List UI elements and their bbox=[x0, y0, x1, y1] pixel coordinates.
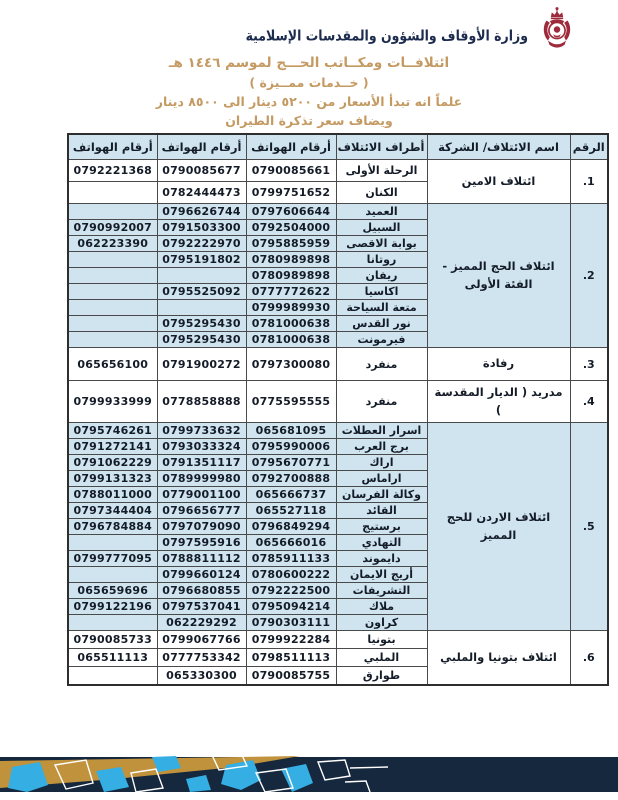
document-title-block bbox=[0, 54, 618, 130]
party-name-cell: الكنان bbox=[336, 182, 427, 204]
phone-number-cell: 0780989898 bbox=[246, 268, 336, 284]
phone-number-cell: 0795295430 bbox=[157, 316, 246, 332]
coalition-name-cell: ائتلاف الاردن للحج المميز bbox=[427, 423, 570, 631]
row-number-cell: 6. bbox=[570, 631, 608, 686]
phone-number-cell bbox=[68, 268, 157, 284]
phone-number-cell bbox=[68, 567, 157, 583]
coalition-name-cell: ائتلاف الامين bbox=[427, 160, 570, 204]
title-ticket-line: ويضاف سعر تذكرة الطيران bbox=[225, 113, 393, 128]
column-header-5: أرقام الهواتف bbox=[68, 134, 157, 160]
phone-number-cell bbox=[68, 316, 157, 332]
phone-number-cell: 0796784884 bbox=[68, 519, 157, 535]
phone-number-cell: 0799989930 bbox=[246, 300, 336, 316]
coalition-name-cell: رفادة bbox=[427, 348, 570, 381]
phone-number-cell: 0799122196 bbox=[68, 599, 157, 615]
phone-number-cell: 0799777095 bbox=[68, 551, 157, 567]
title-prices-line: علماً انه تبدأ الأسعار من ٥٢٠٠ دينار الى ٨٥٠٠ دينار bbox=[155, 94, 463, 109]
row-number-cell: 2. bbox=[570, 204, 608, 348]
phone-number-cell: 0790303111 bbox=[246, 615, 336, 631]
phone-number-cell: 065330300 bbox=[157, 667, 246, 686]
party-name-cell: متعة السياحة bbox=[336, 300, 427, 316]
phone-number-cell: 0790085733 bbox=[68, 631, 157, 649]
phone-number-cell bbox=[68, 204, 157, 220]
phone-number-cell: 0796626744 bbox=[157, 204, 246, 220]
phone-number-cell: 0799067766 bbox=[157, 631, 246, 649]
table-container bbox=[67, 133, 607, 686]
phone-number-cell: 0796849294 bbox=[246, 519, 336, 535]
phone-number-cell bbox=[68, 615, 157, 631]
phone-number-cell: 0797300080 bbox=[246, 348, 336, 381]
row-number-cell: 5. bbox=[570, 423, 608, 631]
phone-number-cell bbox=[68, 252, 157, 268]
phone-number-cell: 0799131323 bbox=[68, 471, 157, 487]
table-row bbox=[68, 631, 608, 649]
party-name-cell: بوابة الاقصى bbox=[336, 236, 427, 252]
footer-mosaic-band bbox=[0, 752, 618, 792]
party-name-cell: اكاسيا bbox=[336, 284, 427, 300]
phone-number-cell: 065666737 bbox=[246, 487, 336, 503]
party-name-cell: طوارق bbox=[336, 667, 427, 686]
phone-number-cell: 0788811112 bbox=[157, 551, 246, 567]
phone-number-cell: 0778858888 bbox=[157, 381, 246, 423]
phone-number-cell: 065527118 bbox=[246, 503, 336, 519]
phone-number-cell: 0798511113 bbox=[246, 649, 336, 667]
row-number-cell: 4. bbox=[570, 381, 608, 423]
phone-number-cell: 0797606644 bbox=[246, 204, 336, 220]
column-header-2: أطراف الائتلاف bbox=[336, 134, 427, 160]
phone-number-cell: 0782444473 bbox=[157, 182, 246, 204]
party-name-cell: أريج الايمان bbox=[336, 567, 427, 583]
party-name-cell: القائد bbox=[336, 503, 427, 519]
phone-number-cell: 0790085755 bbox=[246, 667, 336, 686]
phone-number-cell: 0792700888 bbox=[246, 471, 336, 487]
party-name-cell: نور القدس bbox=[336, 316, 427, 332]
party-name-cell: روتانا bbox=[336, 252, 427, 268]
phone-number-cell: 0777772622 bbox=[246, 284, 336, 300]
phone-number-cell bbox=[68, 300, 157, 316]
party-name-cell: دايموند bbox=[336, 551, 427, 567]
phone-number-cell: 0795295430 bbox=[157, 332, 246, 348]
phone-number-cell: 062223390 bbox=[68, 236, 157, 252]
party-name-cell: التشريفات bbox=[336, 583, 427, 599]
phone-number-cell: 0793033324 bbox=[157, 439, 246, 455]
column-header-0: الرقم bbox=[570, 134, 608, 160]
phone-number-cell: 0795885959 bbox=[246, 236, 336, 252]
column-header-4: أرقام الهواتف bbox=[157, 134, 246, 160]
phone-number-cell bbox=[68, 667, 157, 686]
phone-number-cell: 0795746261 bbox=[68, 423, 157, 439]
phone-number-cell: 0791503300 bbox=[157, 220, 246, 236]
phone-number-cell bbox=[68, 332, 157, 348]
phone-number-cell: 0795094214 bbox=[246, 599, 336, 615]
party-name-cell: برستيج bbox=[336, 519, 427, 535]
table-row bbox=[68, 423, 608, 439]
phone-number-cell: 062229292 bbox=[157, 615, 246, 631]
title-services-line: ( خــدمات ممــيزة ) bbox=[249, 75, 369, 90]
phone-number-cell: 0795670771 bbox=[246, 455, 336, 471]
party-name-cell: الرحلة الأولى bbox=[336, 160, 427, 182]
party-name-cell: منفرد bbox=[336, 348, 427, 381]
phone-number-cell: 0796656777 bbox=[157, 503, 246, 519]
phone-number-cell bbox=[68, 535, 157, 551]
phone-number-cell: 0777753342 bbox=[157, 649, 246, 667]
hajj-coalitions-table bbox=[67, 133, 609, 686]
phone-number-cell: 0791900272 bbox=[157, 348, 246, 381]
ministry-crest-icon bbox=[538, 6, 576, 54]
party-name-cell: كراون bbox=[336, 615, 427, 631]
coalition-name-cell: ائتلاف بتونيا والملبي bbox=[427, 631, 570, 686]
column-header-3: أرقام الهواتف bbox=[246, 134, 336, 160]
phone-number-cell: 0781000638 bbox=[246, 332, 336, 348]
column-header-1: اسم الائتلاف/ الشركة bbox=[427, 134, 570, 160]
phone-number-cell: 065511113 bbox=[68, 649, 157, 667]
phone-number-cell: 0795525092 bbox=[157, 284, 246, 300]
phone-number-cell: 0797079090 bbox=[157, 519, 246, 535]
phone-number-cell bbox=[68, 182, 157, 204]
phone-number-cell: 0780600222 bbox=[246, 567, 336, 583]
phone-number-cell: 0780989898 bbox=[246, 252, 336, 268]
phone-number-cell bbox=[157, 300, 246, 316]
phone-number-cell: 0791351117 bbox=[157, 455, 246, 471]
phone-number-cell: 0792504000 bbox=[246, 220, 336, 236]
phone-number-cell: 065666016 bbox=[246, 535, 336, 551]
party-name-cell: التهادي bbox=[336, 535, 427, 551]
phone-number-cell bbox=[68, 284, 157, 300]
phone-number-cell: 0791272141 bbox=[68, 439, 157, 455]
phone-number-cell bbox=[157, 268, 246, 284]
party-name-cell: العميد bbox=[336, 204, 427, 220]
party-name-cell: الملبي bbox=[336, 649, 427, 667]
party-name-cell: وكالة الفرسان bbox=[336, 487, 427, 503]
party-name-cell: ملاك bbox=[336, 599, 427, 615]
party-name-cell: ريفان bbox=[336, 268, 427, 284]
phone-number-cell: 0797537041 bbox=[157, 599, 246, 615]
party-name-cell: اراماس bbox=[336, 471, 427, 487]
row-number-cell: 1. bbox=[570, 160, 608, 204]
party-name-cell: برج العرب bbox=[336, 439, 427, 455]
phone-number-cell: 0790085677 bbox=[157, 160, 246, 182]
phone-number-cell: 0799733632 bbox=[157, 423, 246, 439]
phone-number-cell: 0788011000 bbox=[68, 487, 157, 503]
party-name-cell: منفرد bbox=[336, 381, 427, 423]
phone-number-cell: 0795191802 bbox=[157, 252, 246, 268]
table-row bbox=[68, 160, 608, 182]
phone-number-cell: 065681095 bbox=[246, 423, 336, 439]
phone-number-cell: 0792221368 bbox=[68, 160, 157, 182]
ministry-name-calligraphy: وزارة الأوقاف والشؤون والمقدسات الإسلامية bbox=[245, 26, 528, 44]
coalition-name-cell: مدريد ( الديار المقدسة ) bbox=[427, 381, 570, 423]
phone-number-cell: 0799751652 bbox=[246, 182, 336, 204]
phone-number-cell: 0775595555 bbox=[246, 381, 336, 423]
phone-number-cell: 0790992007 bbox=[68, 220, 157, 236]
phone-number-cell: 0797344404 bbox=[68, 503, 157, 519]
phone-number-cell: 0795990006 bbox=[246, 439, 336, 455]
ministry-header bbox=[0, 0, 618, 52]
phone-number-cell: 0785911133 bbox=[246, 551, 336, 567]
phone-number-cell: 065656100 bbox=[68, 348, 157, 381]
phone-number-cell: 0791062229 bbox=[68, 455, 157, 471]
coalition-name-cell: ائتلاف الحج المميز - الفئة الأولى bbox=[427, 204, 570, 348]
party-name-cell: بتونيا bbox=[336, 631, 427, 649]
table-row bbox=[68, 381, 608, 423]
phone-number-cell: 0799933999 bbox=[68, 381, 157, 423]
party-name-cell: فيرمونت bbox=[336, 332, 427, 348]
row-number-cell: 3. bbox=[570, 348, 608, 381]
party-name-cell: اراك bbox=[336, 455, 427, 471]
phone-number-cell: 0792222500 bbox=[246, 583, 336, 599]
phone-number-cell: 0792222970 bbox=[157, 236, 246, 252]
phone-number-cell: 0790085661 bbox=[246, 160, 336, 182]
party-name-cell: اسرار العطلات bbox=[336, 423, 427, 439]
phone-number-cell: 0789999980 bbox=[157, 471, 246, 487]
phone-number-cell: 065659696 bbox=[68, 583, 157, 599]
party-name-cell: السبيل bbox=[336, 220, 427, 236]
phone-number-cell: 0799922284 bbox=[246, 631, 336, 649]
phone-number-cell: 0779001100 bbox=[157, 487, 246, 503]
phone-number-cell: 0796680855 bbox=[157, 583, 246, 599]
title-season-line: ائتلافــات ومكــاتب الحـــج لموسم ١٤٤٦ هـ bbox=[168, 55, 450, 71]
phone-number-cell: 0781000638 bbox=[246, 316, 336, 332]
phone-number-cell: 0797595916 bbox=[157, 535, 246, 551]
phone-number-cell: 0799660124 bbox=[157, 567, 246, 583]
table-row bbox=[68, 204, 608, 220]
table-row bbox=[68, 348, 608, 381]
